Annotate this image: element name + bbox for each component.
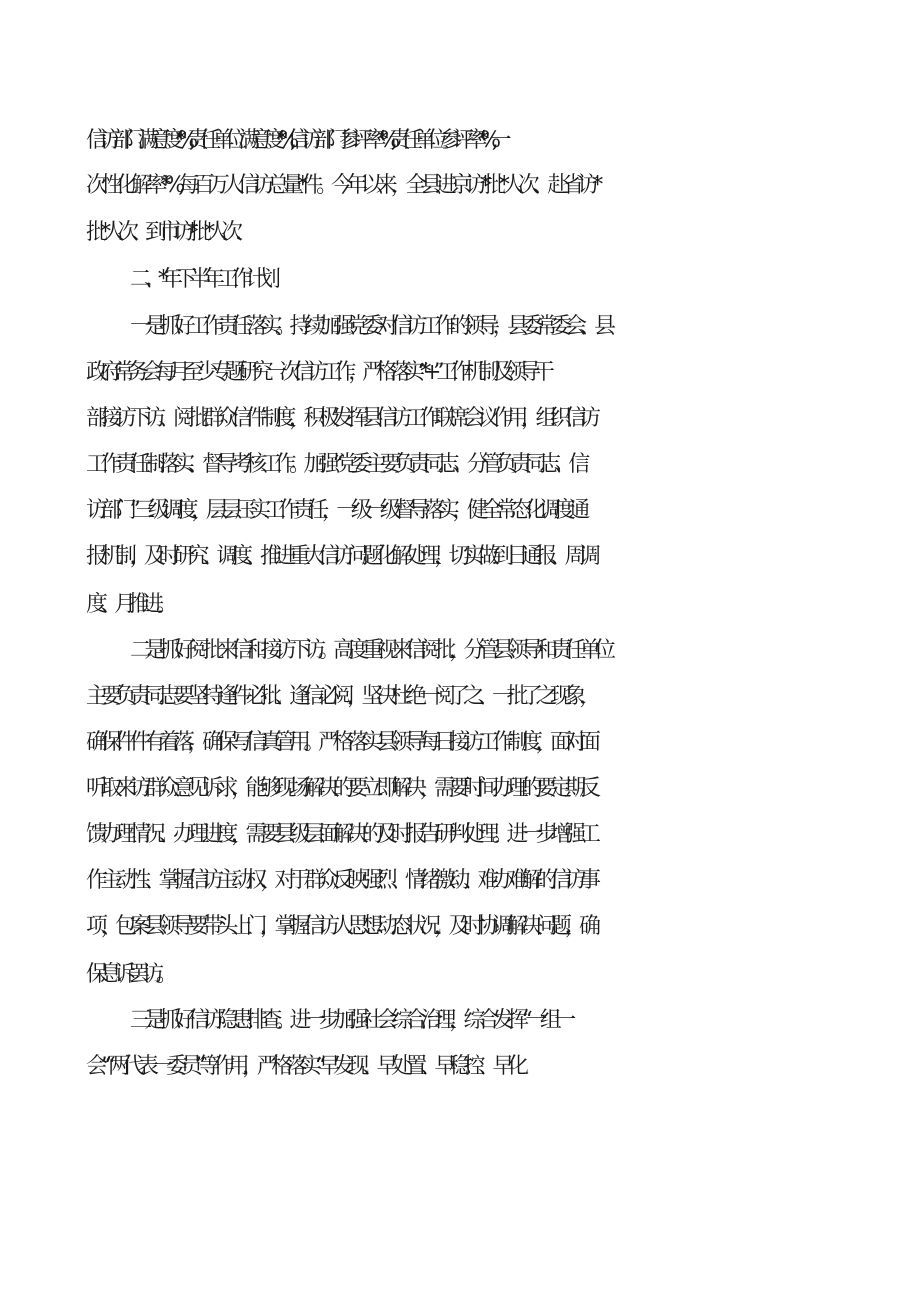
paragraph-line: 会”“两代表一委员”等作用，严格落实“早发现、早处置、早稳控、早化 xyxy=(86,1054,522,1079)
paragraph-line: 保息诉罢访。 xyxy=(86,962,171,987)
paragraph-line: 度、月推进。 xyxy=(86,592,171,617)
paragraph-line: 次性化解率*%,每百万人信访总量*件。今年以来，全县进京访*批*人次、赴省访* xyxy=(86,173,597,198)
paragraph-line: 政府常务会每月至少专题研究一次信访工作，严格落实“*+”工作机制及领导干 xyxy=(86,360,547,385)
paragraph-line: 听取来访群众意见诉求，能够现场解决的要立即解决，需要时间办理的要定期反 xyxy=(86,776,594,801)
paragraph-line: 信访部门满意度*%,责任单位满意度*%,信访部门参评率*%,责任单位参评率*%,一 xyxy=(86,128,503,153)
paragraph-line: 三是抓好信访隐患排查。进一步加强社会综合治理，综合发挥“一组一 xyxy=(130,1008,569,1033)
paragraph-line: 一是抓好工作责任落实。持续加强党委对信访工作的领导，县委常委会、县 xyxy=(130,314,609,339)
paragraph-line: 二是抓好阅批来信和接访下访。高度重视来信阅批，分管县领导和责任单位 xyxy=(130,638,609,663)
paragraph-line: 工作责任制落实、督导考核工作。加强“党委主要负责同志、分管负责同志、信 xyxy=(86,452,583,477)
paragraph-line: 确保件件有着落，确保写信真管用。严格落实县领导每日接访工作制度，面对面 xyxy=(86,730,594,755)
paragraph-line: 主要负责同志要坚持逢件必批、逢信必阅，坚决杜绝一阅了之、一批了之现象， xyxy=(86,684,594,709)
paragraph-line: 部接访下访、阅批群众信件制度，积极发挥县信访工作联席会议作用，组织信访 xyxy=(86,406,594,431)
paragraph-line: 报机制，及时研究、调度、推进重大信访问题化解处理，切实做到日通报、周调 xyxy=(86,544,594,569)
paragraph-line: 批*人次、到市访*批*人次. xyxy=(86,220,234,245)
paragraph-line: 项，包案县领导要带头上门，掌握信访人思想动态状况，及时协调解决问题，确 xyxy=(86,914,594,939)
paragraph-line: 馈办理情况、办理进度，需要县级层面解决的及时报告研判处理。进一步增强工 xyxy=(86,822,594,847)
paragraph-line: 作主动性、掌握信访主动权，对于群众反映强烈、情绪激动、难办难解的信访事 xyxy=(86,868,594,893)
paragraph-line: 访部门”三级调度，层层压实工作责任，一级一级督导落实，健全常态化调度通 xyxy=(86,498,583,523)
section-heading: 二、*年下半年工作计划 xyxy=(130,267,274,292)
